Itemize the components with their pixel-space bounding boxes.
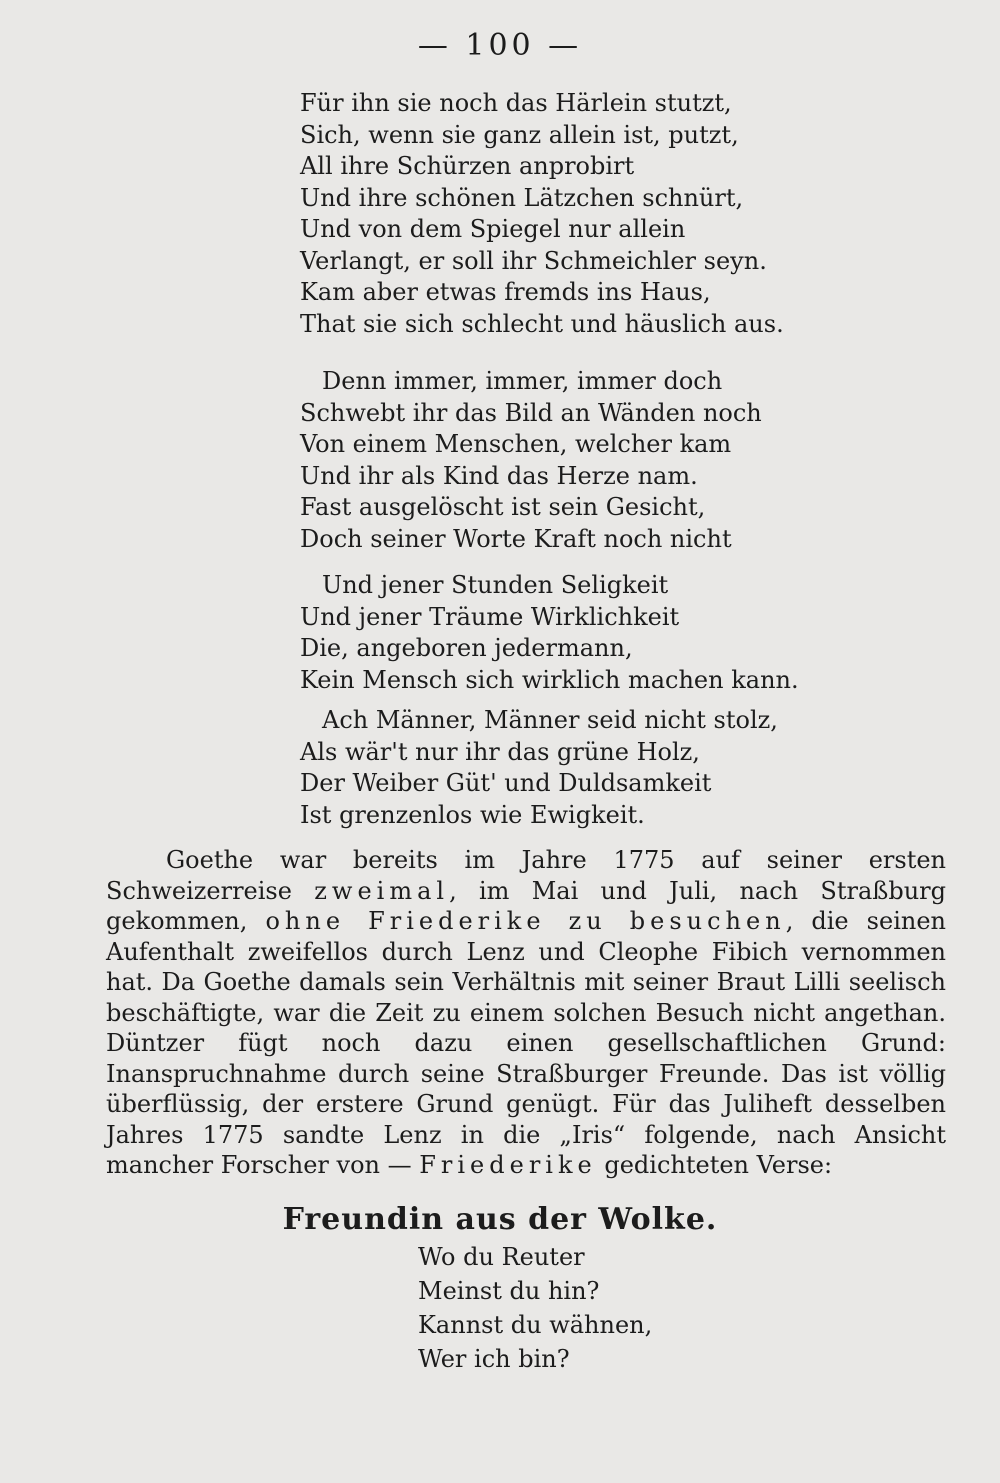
verse-line: Schwebt ihr das Bild an Wänden noch bbox=[300, 398, 762, 427]
page-number: 100 bbox=[465, 28, 535, 63]
verse-line: Der Weiber Güt' und Duldsamkeit bbox=[300, 769, 712, 797]
verse-line: That sie sich schlecht und häuslich aus. bbox=[300, 309, 784, 338]
header-dash-right: — bbox=[548, 28, 583, 63]
stanza-2 bbox=[300, 366, 762, 555]
verse-line: Für ihn sie noch das Härlein stutzt, bbox=[300, 89, 732, 117]
verse-line: Sich, wenn sie ganz allein ist, putzt, bbox=[300, 120, 739, 149]
paragraph-text-part: gedichteten Verse: bbox=[596, 1151, 833, 1179]
verse-line: Meinst du hin? bbox=[418, 1277, 600, 1305]
verse-line: Von einem Menschen, welcher kam bbox=[300, 430, 732, 458]
header-dash-left: — bbox=[417, 28, 452, 63]
stanza-3 bbox=[300, 570, 799, 696]
verse-line: Und jener Stunden Seligkeit bbox=[322, 571, 669, 599]
verse-line: Und von dem Spiegel nur allein bbox=[300, 215, 686, 243]
verse-line: All ihre Schürzen anprobirt bbox=[300, 152, 635, 180]
paragraph-text-part: , im Mai und Juli, nach Straßburg gekommen, bbox=[106, 876, 946, 935]
paragraph-text-part: Goethe war bereits im Jahre 1775 auf seiner ersten Schweizerreise bbox=[106, 846, 946, 905]
stanza-4 bbox=[300, 705, 778, 831]
verse-line: Doch seiner Worte Kraft noch nicht bbox=[300, 524, 732, 553]
verse-line: Wer ich bin? bbox=[418, 1345, 570, 1373]
paragraph-text-part: , die seinen Aufenthalt zweifellos durch Lenz und Cleophe Fibich vernommen hat. Da Goethe damals sein Verhältnis mit seiner Braut Lilli seelisch beschäftigte, war die Zeit zu einem solchen Besuch nicht angethan. Düntzer fügt noch dazu einen gesellschaftlichen Grund: Inanspruchnahme durch seine Straßburger Freunde. Das ist völlig überflüssig, der erstere Grund genügt. Für das Juliheft desselben Jahres 1775 sandte Lenz in die „Iris“ folgende, nach Ansicht mancher Forscher von — bbox=[106, 907, 946, 1179]
page-header bbox=[0, 28, 1000, 63]
verse-line: Ach Männer, Männer seid nicht stolz, bbox=[322, 706, 778, 734]
verse-line: Und ihr als Kind das Herze nam. bbox=[300, 461, 698, 490]
verse-line: Wo du Reuter bbox=[418, 1243, 585, 1271]
emphasized-text: Friederike bbox=[419, 1151, 597, 1179]
emphasized-text: ohne Friederike zu besuchen bbox=[265, 907, 786, 935]
verse-line: Kein Mensch sich wirklich machen kann. bbox=[300, 665, 799, 694]
prose-paragraph bbox=[106, 845, 946, 1181]
verse-line: Denn immer, immer, immer doch bbox=[322, 367, 723, 395]
verse-line: Und ihre schönen Lätzchen schnürt, bbox=[300, 183, 744, 212]
verse-line: Ist grenzenlos wie Ewigkeit. bbox=[300, 800, 645, 829]
verse-line: Kannst du wähnen, bbox=[418, 1311, 653, 1339]
verse-line: Kam aber etwas fremds ins Haus, bbox=[300, 278, 711, 306]
verse-line: Verlangt, er soll ihr Schmeichler seyn. bbox=[300, 246, 767, 275]
verse-line: Fast ausgelöscht ist sein Gesicht, bbox=[300, 493, 706, 521]
poem-title: Freundin aus der Wolke. bbox=[282, 1202, 718, 1237]
poem-stanza bbox=[418, 1240, 652, 1376]
stanza-1 bbox=[300, 88, 784, 340]
verse-line: Als wär't nur ihr das grüne Holz, bbox=[300, 737, 700, 766]
paragraph-text bbox=[106, 845, 946, 1181]
emphasized-text: zweimal bbox=[314, 876, 450, 905]
verse-line: Und jener Träume Wirklichkeit bbox=[300, 602, 680, 631]
verse-line: Die, angeboren jedermann, bbox=[300, 634, 633, 662]
